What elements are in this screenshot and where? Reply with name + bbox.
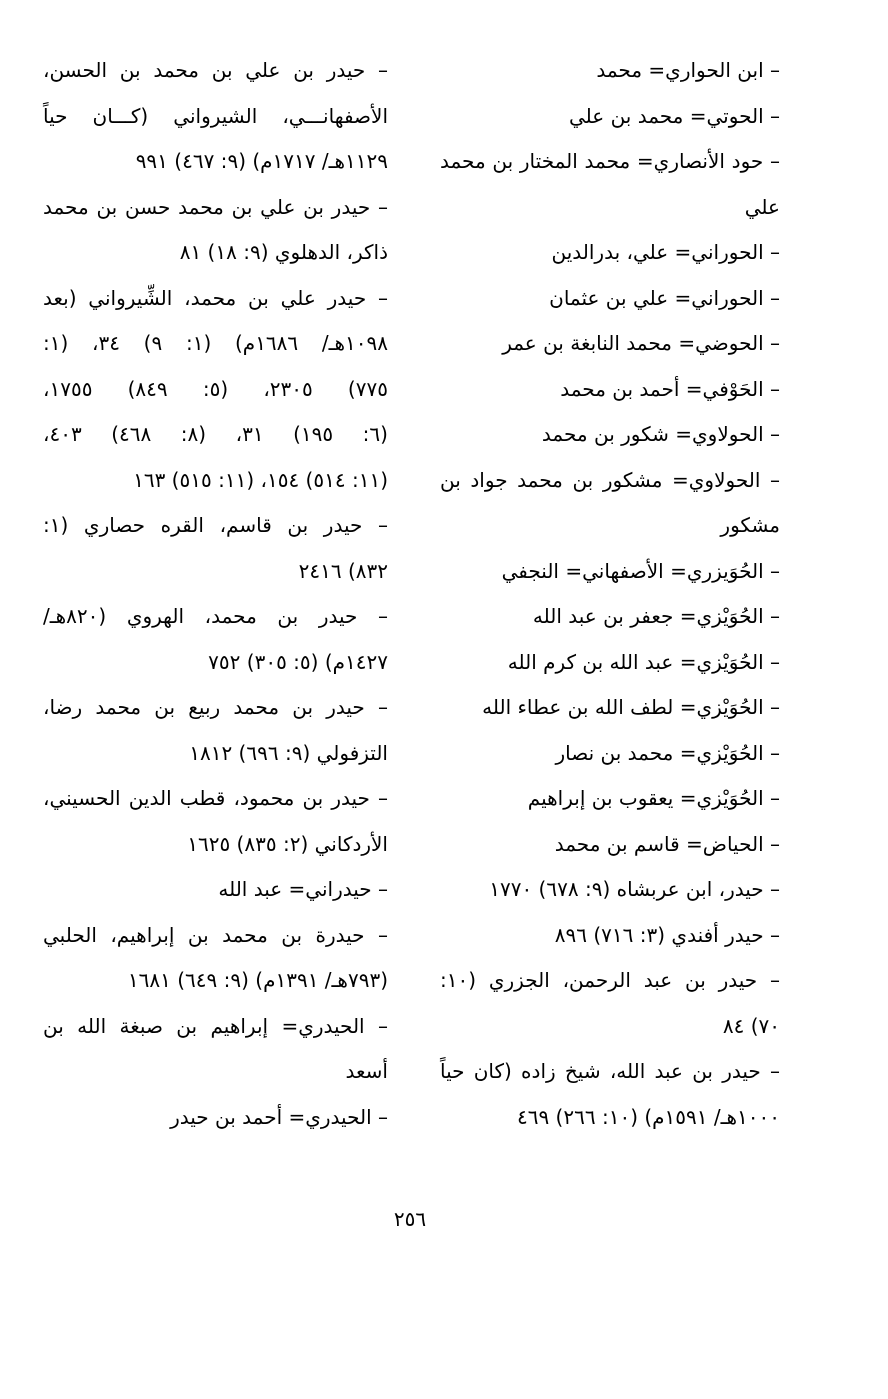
entry-continuation-line: (٦: ١٩٥) ٣١، (٨: ٤٦٨) ٤٠٣،: [43, 422, 388, 446]
entry-continuation-line: التزفولي (٩: ٦٩٦) ١٨١٢: [189, 740, 388, 765]
index-entry: [43, 867, 388, 913]
entry-heading-line: – الحوراني= علي بن عثمان: [549, 285, 780, 310]
index-entry: [440, 731, 780, 777]
entry-continuation-line: ذاكر، الدهلوي (٩: ١٨) ٨١: [179, 240, 388, 264]
entry-continuation-line: ٧٧٥) ٢٣٠٥، (٥: ٨٤٩) ١٧٥٥،: [43, 376, 388, 401]
entry-heading-line: – الحُوَيْزي= لطف الله بن عطاء الله: [482, 695, 780, 719]
entry-heading-line: – الحُوَيْزي= محمد بن نصار: [555, 740, 780, 765]
entry-continuation-line: أسعد: [345, 1059, 388, 1083]
entry-heading-line: – حيدر بن محمد ربيع بن محمد رضا،: [43, 695, 388, 719]
entry-heading-line: – الحولاوي= شكور بن محمد: [541, 422, 780, 446]
entry-heading-line: – حيدر بن محمد، الهروي (٨٢٠هـ/: [43, 604, 388, 628]
index-entry: [440, 276, 780, 322]
index-entry: [440, 94, 780, 140]
index-entry: [440, 367, 780, 413]
index-column-left: [43, 48, 388, 1140]
index-column-right: [440, 48, 780, 1140]
entry-heading-line: – الحوراني= علي، بدرالدين: [551, 240, 780, 264]
index-entry: [440, 139, 780, 230]
entry-continuation-line: (٧٩٣هـ/ ١٣٩١م) (٩: ٦٤٩) ١٦٨١: [127, 968, 388, 992]
index-entry: [43, 594, 388, 685]
entry-heading-line: – ابن الحواري= محمد: [596, 58, 780, 82]
index-entry: [43, 776, 388, 867]
entry-heading-line: – الحُوَيْزي= جعفر بن عبد الله: [532, 604, 780, 628]
entry-heading-line: – حيدر بن علي بن محمد حسن بن محمد: [43, 194, 388, 219]
entry-heading-line: – حود الأنصاري= محمد المختار بن محمد: [440, 149, 780, 173]
entry-continuation-line: ١٠٠٠هـ/ ١٥٩١م) (١٠: ٢٦٦) ٤٦٩: [516, 1104, 780, 1129]
index-entry: [440, 48, 780, 94]
entry-heading-line: – حيدرة بن محمد بن إبراهيم، الحلبي: [43, 922, 388, 947]
index-entry: [440, 321, 780, 367]
entry-continuation-line: مشكور: [720, 513, 780, 537]
entry-continuation-line: ١٠٩٨هـ/ ١٦٨٦م) (١: ٩) ٣٤، (١:: [43, 331, 388, 355]
entry-continuation-line: الأصفهانـــي، الشيرواني (كـــان حياً: [43, 103, 388, 128]
entry-heading-line: – الحيدري= أحمد بن حيدر: [170, 1104, 388, 1129]
entry-heading-line: – حيدر بن عبد الرحمن، الجزري (١٠:: [440, 968, 780, 992]
entry-continuation-line: ٧٠) ٨٤: [722, 1013, 780, 1038]
index-entry: [43, 503, 388, 594]
index-entry: [43, 1095, 388, 1141]
index-entry: [43, 185, 388, 276]
index-entry: [440, 776, 780, 822]
entry-heading-line: – الحوتي= محمد بن علي: [568, 103, 780, 128]
index-entry: [43, 685, 388, 776]
index-entry: [440, 549, 780, 595]
entry-heading-line: – حيدر بن عبد الله، شيخ زاده (كان حياً: [440, 1059, 780, 1083]
entry-continuation-line: ٨٣٢) ٢٤١٦: [298, 558, 388, 583]
index-entry: [440, 913, 780, 959]
entry-heading-line: – الحُوَيْزي= عبد الله بن كرم الله: [507, 649, 780, 674]
index-entry: [440, 640, 780, 686]
index-entry: [440, 867, 780, 913]
index-entry: [440, 1049, 780, 1140]
entry-continuation-line: ١١٢٩هـ/ ١٧١٧م) (٩: ٤٦٧) ٩٩١: [135, 149, 388, 173]
index-entry: [440, 822, 780, 868]
entry-heading-line: – حيدر علي بن محمد، الشِّيرواني (بعد: [43, 285, 388, 310]
entry-heading-line: – حيدر بن قاسم، القره حصاري (١:: [43, 513, 388, 537]
entry-heading-line: – الحيدري= إبراهيم بن صبغة الله بن: [43, 1013, 388, 1038]
index-entry: [440, 594, 780, 640]
entry-continuation-line: (١١: ٥١٤) ١٥٤، (١١: ٥١٥) ١٦٣: [133, 467, 388, 492]
index-entry: [43, 276, 388, 504]
entry-continuation-line: ١٤٢٧م) (٥: ٣٠٥) ٧٥٢: [208, 649, 388, 674]
entry-continuation-line: الأردكاني (٢: ٨٣٥) ١٦٢٥: [187, 831, 388, 856]
index-entry: [43, 1004, 388, 1095]
index-entry: [440, 958, 780, 1049]
entry-heading-line: – الحوضي= محمد النابغة بن عمر: [502, 331, 780, 355]
entry-heading-line: – حيدر أفندي (٣: ٧١٦) ٨٩٦: [554, 922, 780, 947]
index-entry: [440, 230, 780, 276]
entry-heading-line: – الحُوَيزري= الأصفهاني= النجفي: [501, 558, 780, 583]
entry-heading-line: – حيدراني= عبد الله: [218, 877, 388, 901]
entry-heading-line: – حيدر بن علي بن محمد بن الحسن،: [43, 58, 388, 82]
entry-heading-line: – حيدر بن محمود، قطب الدين الحسيني،: [43, 786, 388, 810]
index-entry: [440, 685, 780, 731]
entry-heading-line: – حيدر، ابن عربشاه (٩: ٦٧٨) ١٧٧٠: [489, 877, 780, 901]
index-entry: [440, 412, 780, 458]
page-number: ٢٥٦: [393, 1207, 427, 1231]
index-entry: [43, 913, 388, 1004]
entry-heading-line: – الحياض= قاسم بن محمد: [554, 831, 780, 856]
index-entry: [43, 48, 388, 185]
entry-heading-line: – الحولاوي= مشكور بن محمد جواد بن: [440, 467, 780, 492]
entry-heading-line: – الحَوْفي= أحمد بن محمد: [560, 376, 780, 401]
entry-continuation-line: علي: [744, 194, 780, 219]
index-entry: [440, 458, 780, 549]
entry-heading-line: – الحُوَيْزي= يعقوب بن إبراهيم: [527, 786, 780, 810]
